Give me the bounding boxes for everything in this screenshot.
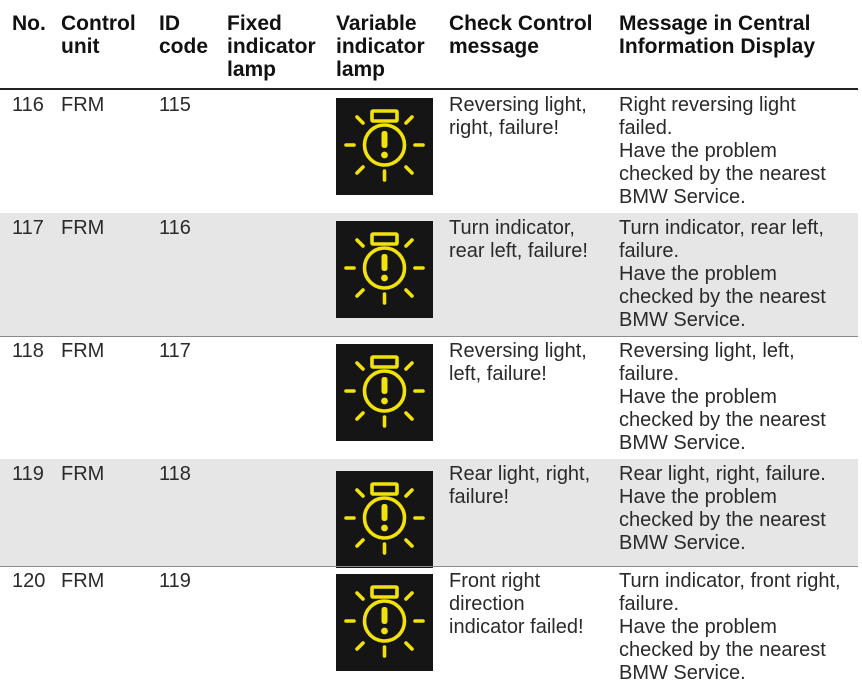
header-fixed-indicator-lamp: Fixed indicator lamp bbox=[227, 12, 316, 81]
header-control-unit: Control unit bbox=[61, 12, 136, 58]
cid-message-line: checked by the nearest bbox=[619, 509, 826, 531]
check-control-line: direction bbox=[449, 593, 525, 615]
table-row bbox=[0, 566, 858, 700]
cell-control-unit: FRM bbox=[61, 94, 105, 116]
table-header bbox=[0, 12, 862, 86]
check-control-line: Front right bbox=[449, 570, 541, 592]
cell-control-unit: FRM bbox=[61, 570, 105, 592]
cid-message-line: BMW Service. bbox=[619, 186, 746, 208]
check-control-line: right, failure! bbox=[449, 117, 560, 139]
cell-check-control-message bbox=[449, 94, 587, 140]
header-cid-message: Message in Central Information Display bbox=[619, 12, 816, 58]
check-control-line: indicator failed! bbox=[449, 616, 584, 638]
cell-cid-message bbox=[619, 94, 826, 209]
cell-id-code: 118 bbox=[159, 463, 191, 485]
check-control-line: Reversing light, bbox=[449, 340, 587, 362]
cell-id-code: 119 bbox=[159, 570, 191, 592]
header-variable-indicator-lamp: Variable indicator lamp bbox=[336, 12, 425, 81]
cid-message-line: failure. bbox=[619, 363, 680, 385]
cid-message-line: Have the problem bbox=[619, 616, 777, 638]
bulb-warning-icon bbox=[336, 98, 433, 195]
cell-cid-message bbox=[619, 217, 826, 332]
check-control-line: left, failure! bbox=[449, 363, 547, 385]
cid-message-line: failed. bbox=[619, 117, 673, 139]
table-row bbox=[0, 336, 858, 459]
cell-id-code: 117 bbox=[159, 340, 191, 362]
cid-message-line: Turn indicator, front right, bbox=[619, 570, 841, 592]
cid-message-line: Have the problem bbox=[619, 386, 777, 408]
header-no: No. bbox=[12, 12, 46, 35]
cid-message-line: BMW Service. bbox=[619, 662, 746, 684]
cid-message-line: failure. bbox=[619, 240, 680, 262]
cid-message-line: checked by the nearest bbox=[619, 163, 826, 185]
cid-message-line: BMW Service. bbox=[619, 432, 746, 454]
check-control-line: Turn indicator, bbox=[449, 217, 575, 239]
table-row bbox=[0, 459, 858, 566]
cid-message-line: Have the problem bbox=[619, 263, 777, 285]
table-row bbox=[0, 213, 858, 336]
cid-message-line: checked by the nearest bbox=[619, 409, 826, 431]
cid-message-line: BMW Service. bbox=[619, 532, 746, 554]
cid-message-line: failure. bbox=[619, 593, 680, 615]
cid-message-line: Right reversing light bbox=[619, 94, 796, 116]
cid-message-line: Have the problem bbox=[619, 486, 777, 508]
check-control-line: rear left, failure! bbox=[449, 240, 588, 262]
cell-cid-message bbox=[619, 570, 841, 685]
cell-no: 117 bbox=[12, 217, 44, 239]
cid-message-line: checked by the nearest bbox=[619, 639, 826, 661]
table-row bbox=[0, 90, 858, 213]
cid-message-line: Turn indicator, rear left, bbox=[619, 217, 824, 239]
cell-check-control-message bbox=[449, 217, 588, 263]
header-id-code: ID code bbox=[159, 12, 209, 58]
cell-no: 118 bbox=[12, 340, 44, 362]
bulb-warning-icon bbox=[336, 344, 433, 441]
cell-id-code: 115 bbox=[159, 94, 191, 116]
cell-control-unit: FRM bbox=[61, 217, 105, 239]
cell-control-unit: FRM bbox=[61, 340, 105, 362]
check-control-line: Reversing light, bbox=[449, 94, 587, 116]
cid-message-line: BMW Service. bbox=[619, 309, 746, 331]
cell-control-unit: FRM bbox=[61, 463, 105, 485]
cell-no: 116 bbox=[12, 94, 44, 116]
bulb-warning-icon bbox=[336, 574, 433, 671]
cell-no: 120 bbox=[12, 570, 46, 592]
cell-check-control-message bbox=[449, 570, 584, 639]
check-control-line: failure! bbox=[449, 486, 510, 508]
bulb-warning-icon bbox=[336, 471, 433, 568]
cell-no: 119 bbox=[12, 463, 44, 485]
header-check-control-message: Check Control message bbox=[449, 12, 593, 58]
cell-cid-message bbox=[619, 463, 826, 555]
check-control-line: Rear light, right, bbox=[449, 463, 591, 485]
cid-message-line: checked by the nearest bbox=[619, 286, 826, 308]
cid-message-line: Rear light, right, failure. bbox=[619, 463, 826, 485]
bulb-warning-icon bbox=[336, 221, 433, 318]
cell-check-control-message bbox=[449, 463, 590, 509]
cell-cid-message bbox=[619, 340, 826, 455]
cell-check-control-message bbox=[449, 340, 587, 386]
cell-id-code: 116 bbox=[159, 217, 191, 239]
cid-message-line: Have the problem bbox=[619, 140, 777, 162]
cid-message-line: Reversing light, left, bbox=[619, 340, 795, 362]
